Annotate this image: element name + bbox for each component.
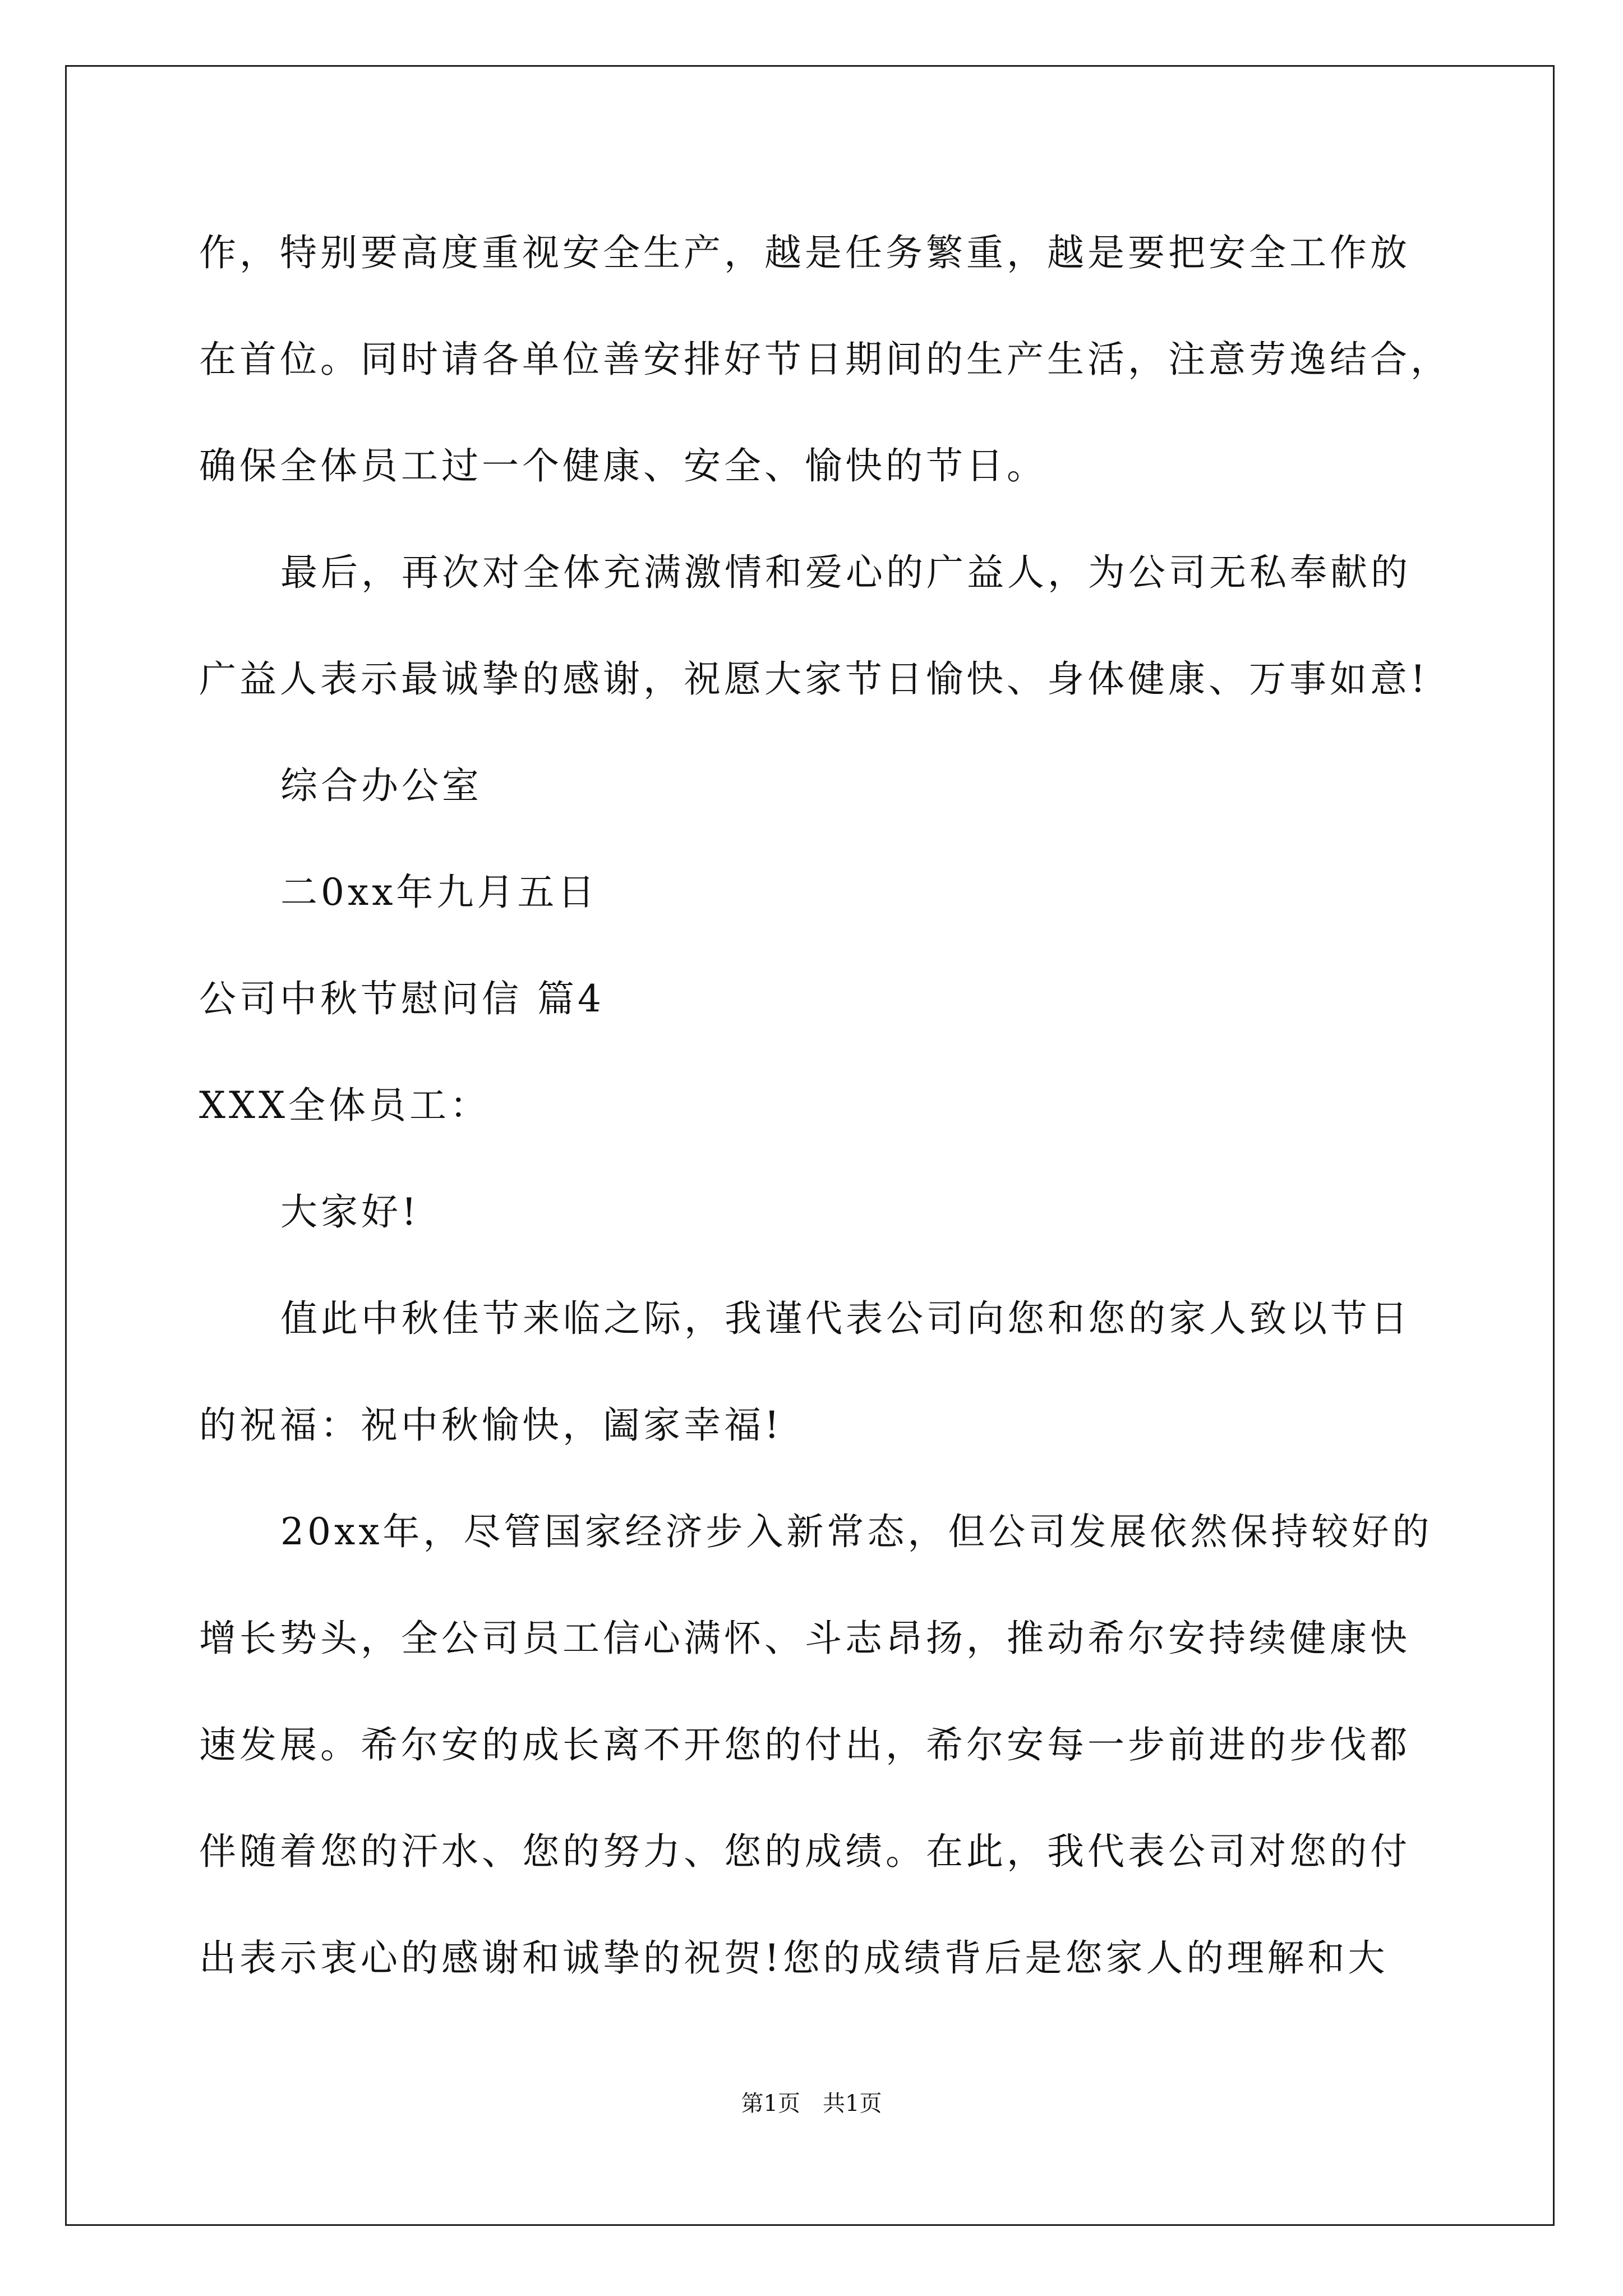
text-line: 20xx年，尽管国家经济步入新常态，但公司发展依然保持较好的 [280,1510,1433,1553]
text-line: 最后，再次对全体充满激情和爱心的广益人，为公司无私奉献的 [280,551,1411,594]
text-line: 的祝福：祝中秋愉快，阖家幸福! [199,1404,783,1447]
text-line: 出表示衷心的感谢和诚挚的祝贺!您的成绩背后是您家人的理解和大 [199,1936,1389,1980]
text-line: 广益人表示最诚挚的感谢，祝愿大家节日愉快、身体健康、万事如意! [199,657,1429,701]
text-line: 伴随着您的汗水、您的努力、您的成绩。在此，我代表公司对您的付 [199,1830,1410,1873]
greeting: 大家好! [280,1190,420,1234]
text-line: 值此中秋佳节来临之际，我谨代表公司向您和您的家人致以节日 [280,1297,1411,1340]
text-line: 确保全体员工过一个健康、安全、愉快的节日。 [199,444,1047,487]
page-number: 第1页 共1页 [741,2091,882,2116]
salutation: XXX全体员工： [199,1084,490,1127]
signature-date: 二0xx年九月五日 [280,871,598,914]
text-line: 在首位。同时请各单位善安排好节日期间的生产生活，注意劳逸结合， [199,338,1451,381]
signature-department: 综合办公室 [280,764,482,807]
text-line: 速发展。希尔安的成长离不开您的付出，希尔安每一步前进的步伐都 [199,1723,1410,1766]
text-line: 增长势头，全公司员工信心满怀、斗志昂扬，推动希尔安持续健康快 [199,1617,1410,1660]
section-heading: 公司中秋节慰问信 篇4 [199,977,605,1020]
text-line: 作，特别要高度重视安全生产，越是任务繁重，越是要把安全工作放 [199,231,1410,274]
page-border [65,65,1555,2226]
